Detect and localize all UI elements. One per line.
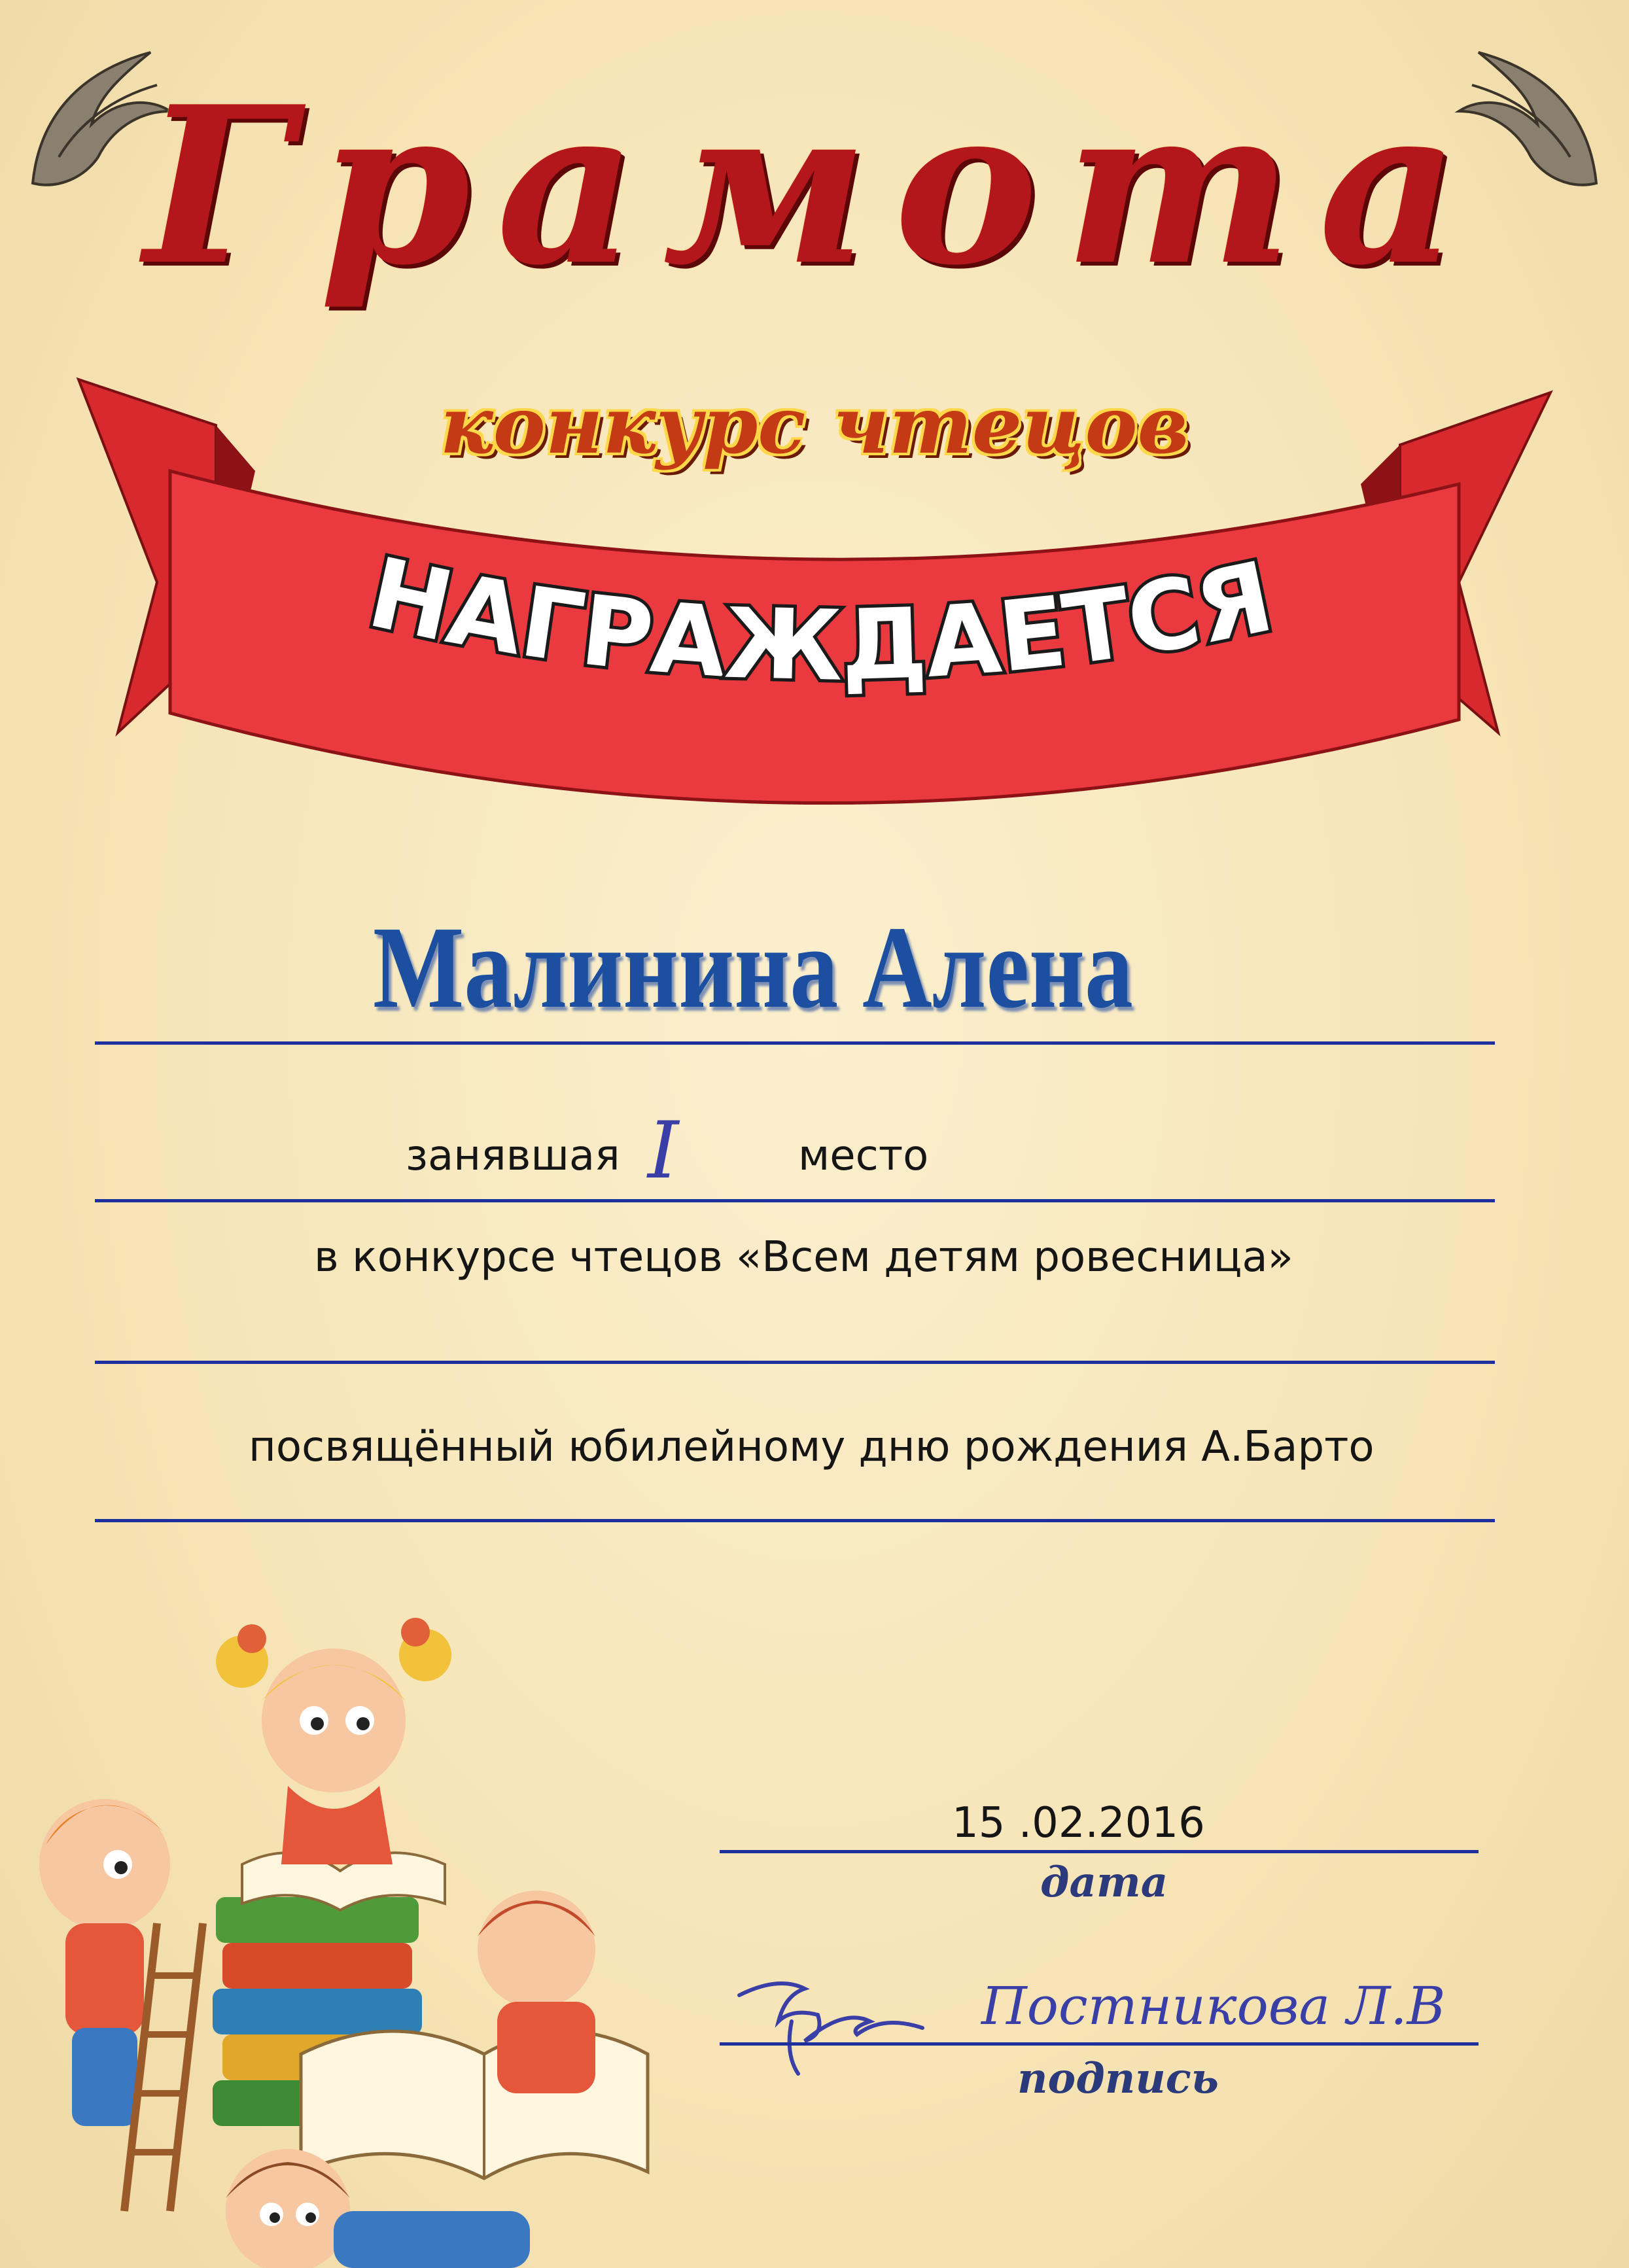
date-rule [720,1850,1479,1853]
contest-subtitle: конкурс чтецов [440,379,1189,472]
contest-line-2: посвящённый юбилейному дню рождения А.Барто [249,1423,1375,1471]
place-rule [95,1199,1495,1202]
contest-line-1: в конкурсе чтецов «Всем детям ровесница» [314,1233,1293,1282]
date-label: дата [1040,1858,1168,1907]
place-prefix: занявшая [406,1132,620,1180]
signature-text: Постникова Л.В [981,1976,1446,2036]
award-date: 15 .02.2016 [952,1799,1205,1847]
recipient-name: Малинина Алена [373,902,1133,1032]
handwritten-signature-icon [726,1969,962,2080]
name-rule [95,1041,1495,1045]
signature-label: подпись [1017,2054,1219,2103]
contest-rule-1 [95,1361,1495,1364]
signature-rule [720,2042,1479,2046]
place-suffix: место [798,1132,929,1180]
awarded-banner-text: НАГРАЖДАЕТСЯ [359,536,1282,703]
place-value: I [648,1106,679,1196]
certificate-title: Грамота [144,59,1485,313]
children-reading-illustration [26,1557,798,2268]
contest-rule-2 [95,1519,1495,1522]
